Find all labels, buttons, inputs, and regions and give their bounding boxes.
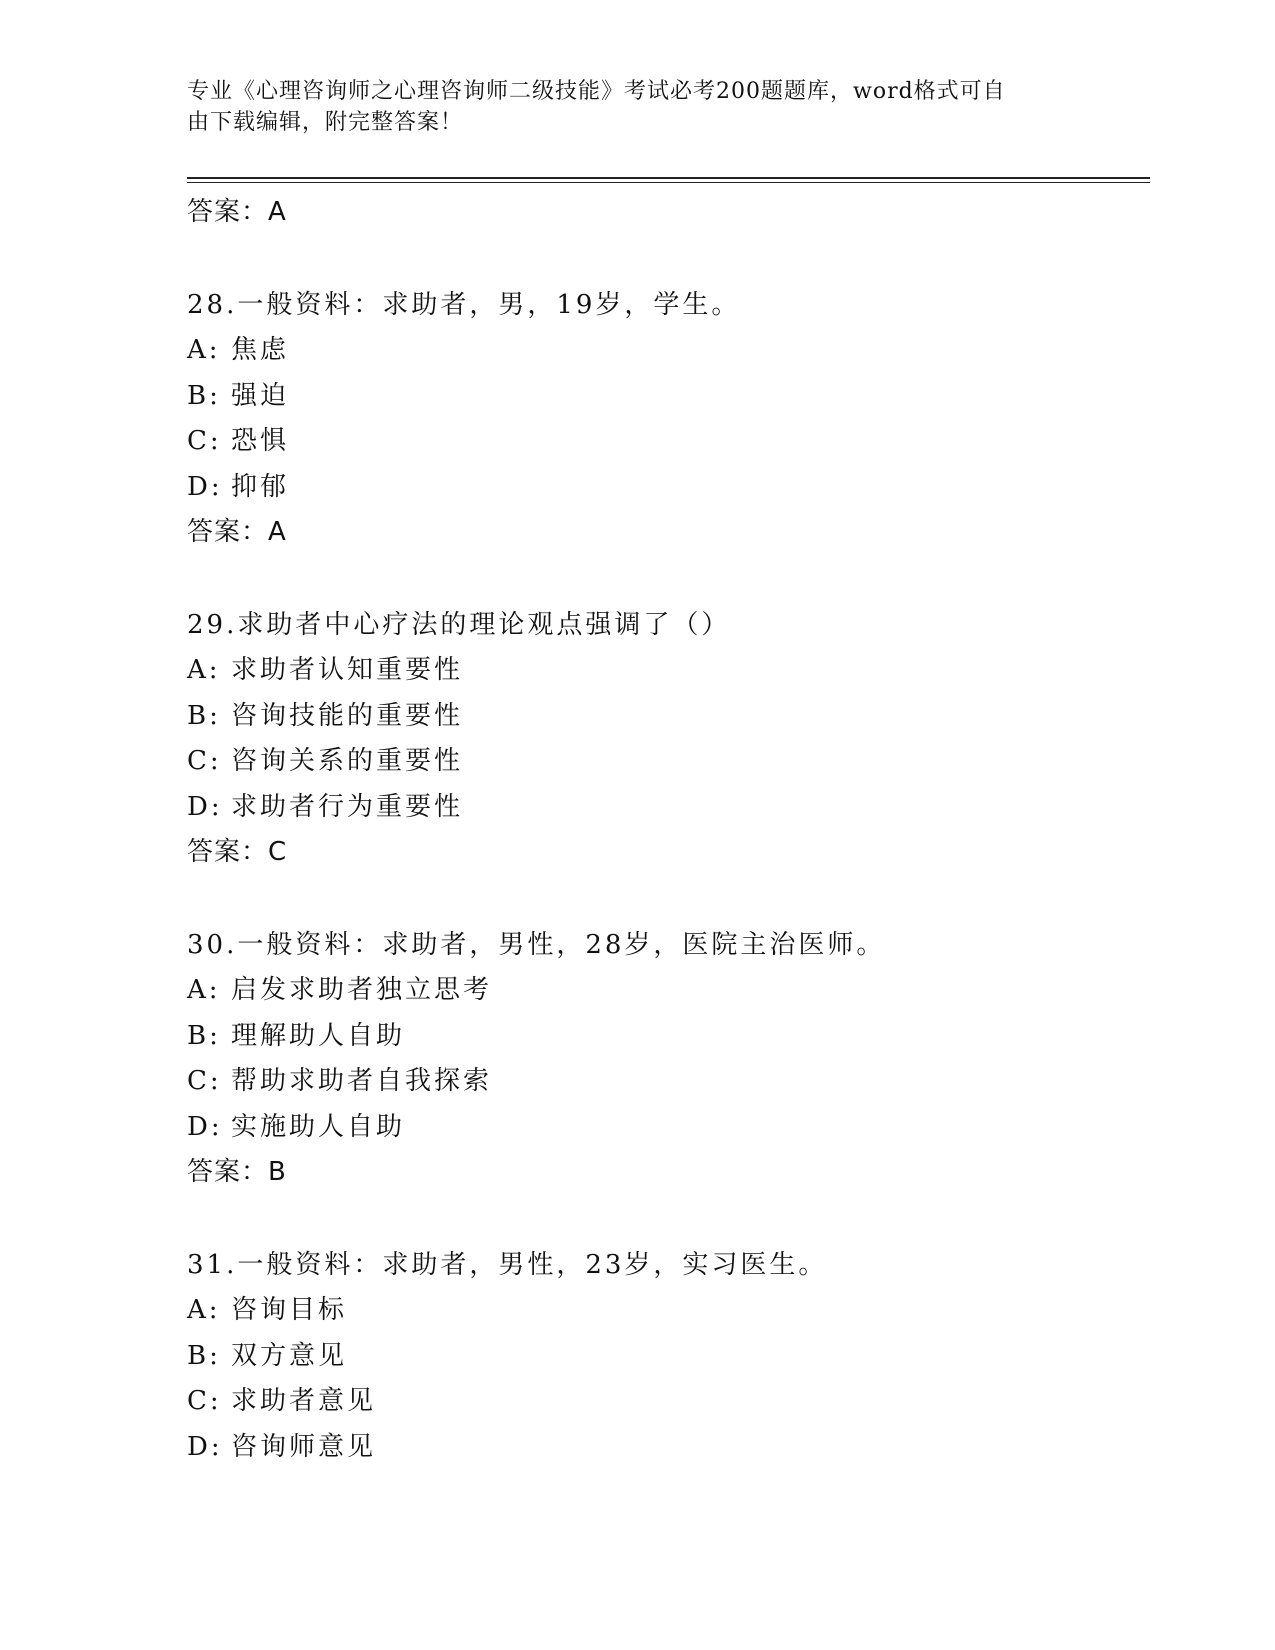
option-text: 恐惧 [231,426,290,456]
option-text: 咨询师意见 [231,1431,377,1462]
option-b [187,1334,1137,1380]
option-key: D: [187,1111,223,1142]
header-rule-thick [187,177,1150,179]
question-list [187,190,1137,1470]
answer-line: 答案：C [187,837,288,867]
option-text: 实施助人自助 [231,1111,406,1142]
option-text: 启发求助者独立思考 [231,975,493,1005]
option-key: B: [187,380,221,411]
option-a [187,968,1137,1014]
option-d [187,1425,1137,1471]
option-a [187,648,1137,694]
question-title: 28.一般资料：求助者，男，19岁，学生。 [187,290,741,320]
option-a [187,1288,1137,1334]
option-text: 咨询目标 [231,1295,348,1325]
option-text: 双方意见 [231,1340,348,1371]
option-key: A: [187,1295,221,1325]
header-rule-thin [187,182,1150,183]
question-block-28 [187,282,1137,554]
header-line-1: 专业《心理咨询师之心理咨询师二级技能》考试必考200题题库，word格式可自 [187,79,1006,104]
option-b [187,694,1137,740]
option-key: D: [187,791,223,822]
option-key: A: [187,655,221,685]
option-key: C: [187,746,222,776]
question-title: 31.一般资料：求助者，男性，23岁，实习医生。 [187,1250,828,1280]
question-block-31 [187,1242,1137,1470]
question-block-30 [187,922,1137,1194]
option-c [187,1379,1137,1425]
answer-line: 答案：A [187,197,287,227]
question-block-29 [187,602,1137,874]
option-text: 焦虑 [231,335,290,365]
spacer [187,1194,1137,1242]
option-key: B: [187,700,221,731]
option-key: C: [187,426,222,456]
question-title: 29.求助者中心疗法的理论观点强调了（） [187,610,731,640]
answer-line: 答案：B [187,1157,287,1187]
option-text: 求助者认知重要性 [231,655,464,685]
option-text: 咨询技能的重要性 [231,700,464,731]
answer-line: 答案：A [187,517,287,547]
option-c [187,1059,1137,1105]
option-key: C: [187,1386,222,1416]
option-d [187,1105,1137,1151]
spacer [187,554,1137,602]
option-key: B: [187,1340,221,1371]
option-c [187,419,1137,465]
option-key: D: [187,471,223,502]
option-key: C: [187,1066,222,1096]
option-d [187,785,1137,831]
question-title: 30.一般资料：求助者，男性，28岁，医院主治医师。 [187,930,886,960]
option-c [187,739,1137,785]
option-b [187,1014,1137,1060]
option-key: D: [187,1431,223,1462]
spacer [187,874,1137,922]
option-text: 帮助求助者自我探索 [231,1066,493,1096]
option-text: 求助者行为重要性 [231,791,464,822]
option-text: 求助者意见 [231,1386,377,1416]
option-text: 抑郁 [231,471,290,502]
option-key: B: [187,1020,221,1051]
option-text: 理解助人自助 [231,1020,406,1051]
header-line-2: 由下载编辑，附完整答案！ [187,110,464,135]
spacer [187,234,1137,282]
option-key: A: [187,335,221,365]
option-key: A: [187,975,221,1005]
document-header [187,76,1067,138]
option-text: 强迫 [231,380,290,411]
option-text: 咨询关系的重要性 [231,746,464,776]
option-d [187,465,1137,511]
option-a [187,328,1137,374]
option-b [187,374,1137,420]
